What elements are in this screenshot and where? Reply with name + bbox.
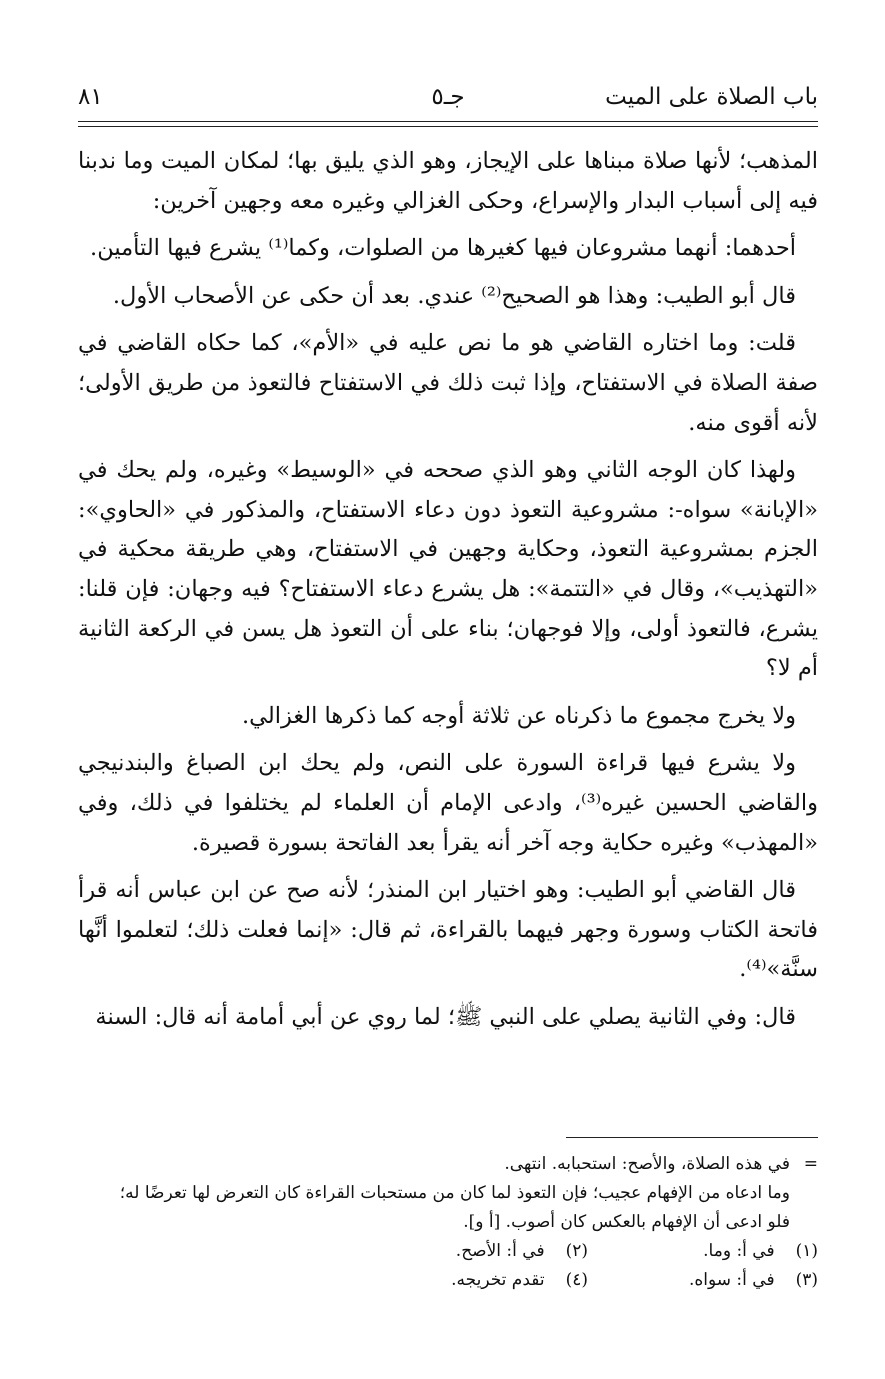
footnote-text: في أ: وما.: [703, 1241, 775, 1261]
page-number: ٨١: [78, 84, 103, 110]
paragraph: ولهذا كان الوجه الثاني وهو الذي صححه في «الوسيط» وغيره، ولم يحك في «الإبانة» سواه-: مشروعية التعوذ دون دعاء الاستفتاح، والمذكور في «الحاوي»: الجزم بمشروعية التعوذ، وحكاية وجهين في الاستفتاح، وهي طريقة محكية في «التهذيب»، وقال في «التتمة»: هل يشرع دعاء الاستفتاح؟ فيه وجهان: فإن قلنا: يشرع، فالتعوذ أولى، وإلا فوجهان؛ بناء على أن التعوذ هل يسن في الركعة الثانية أم لا؟: [78, 457, 818, 682]
paragraph: المذهب؛ لأنها صلاة مبناها على الإيجاز، وهو الذي يليق بها؛ لمكان الميت وما ندبنا فيه إلى أسباب البدار والإسراع، وحكى الغزالي وغيره معه وجهين آخرين:: [78, 148, 818, 214]
footnote-number: (٤): [565, 1270, 588, 1290]
footnote-number: (١): [795, 1241, 818, 1261]
footnote-text: في هذه الصلاة، والأصح: استحبابه. انتهى.: [504, 1154, 790, 1174]
footnote-text: وما ادعاه من الإفهام عجيب؛ فإن التعوذ لما كان من مستحبات القراءة كان التعرض لها تعرضًا له؛: [119, 1183, 790, 1203]
footnote-2: [358, 1237, 588, 1266]
footnotes: [78, 1150, 818, 1295]
footnote-text: فلو ادعى أن الإفهام بالعكس كان أصوب. [أ و].: [463, 1212, 790, 1232]
footnote-separator: [566, 1137, 818, 1138]
continuation-mark: =: [803, 1154, 818, 1174]
footnote-row: [78, 1266, 818, 1295]
footnote-1: [588, 1237, 818, 1266]
footnote-row: [78, 1237, 818, 1266]
volume-label: جـ٥: [431, 84, 465, 110]
main-text: [78, 142, 818, 1045]
paragraph: ولا يخرج مجموع ما ذكرناه عن ثلاثة أوجه كما ذكرها الغزالي.: [241, 702, 796, 729]
footnote-text: تقدم تخريجه.: [451, 1270, 545, 1290]
footnote-4: [358, 1266, 588, 1295]
paragraph: أحدهما: أنهما مشروعان فيها كغيرها من الصلوات، وكما⁽¹⁾ يشرع فيها التأمين.: [90, 235, 796, 262]
page-header: [78, 84, 818, 114]
header-rule-top: [78, 121, 818, 122]
paragraph: قلت: وما اختاره القاضي هو ما نص عليه في «الأم»، كما حكاه القاضي في صفة الصلاة في الاستفتاح، وإذا ثبت ذلك في الاستفتاح فالتعوذ من طريق الأولى؛ لأنه أقوى منه.: [78, 330, 818, 436]
footnote-continuation: [78, 1150, 818, 1179]
paragraph: قال أبو الطيب: وهذا هو الصحيح⁽²⁾ عندي. بعد أن حكى عن الأصحاب الأول.: [112, 282, 796, 309]
footnote-text: في أ: سواه.: [688, 1270, 775, 1290]
footnote-3: [588, 1266, 818, 1295]
footnote-number: (٣): [795, 1270, 818, 1290]
paragraph: قال: وفي الثانية يصلي على النبي ﷺ؛ لما روي عن أبي أمامة أنه قال: السنة: [95, 1003, 796, 1030]
footnote-text: في أ: الأصح.: [455, 1241, 545, 1261]
header-rule-bottom: [78, 126, 818, 127]
footnote-number: (٢): [565, 1241, 588, 1261]
paragraph: قال القاضي أبو الطيب: وهو اختيار ابن المنذر؛ لأنه صح عن ابن عباس أنه قرأ فاتحة الكتاب وسورة وجهر فيهما بالقراءة، ثم قال: «إنما فعلت ذلك؛ لتعلموا أنَّها سنَّة»⁽⁴⁾.: [78, 877, 818, 983]
paragraph: ولا يشرع فيها قراءة السورة على النص، ولم يحك ابن الصباغ والبندنيجي والقاضي الحسين غيره⁽³⁾، وادعى الإمام أن العلماء لم يختلفوا في ذلك، وفي «المهذب» وغيره حكاية وجه آخر أنه يقرأ بعد الفاتحة بسورة قصيرة.: [78, 750, 818, 856]
chapter-title: باب الصلاة على الميت: [605, 84, 818, 110]
